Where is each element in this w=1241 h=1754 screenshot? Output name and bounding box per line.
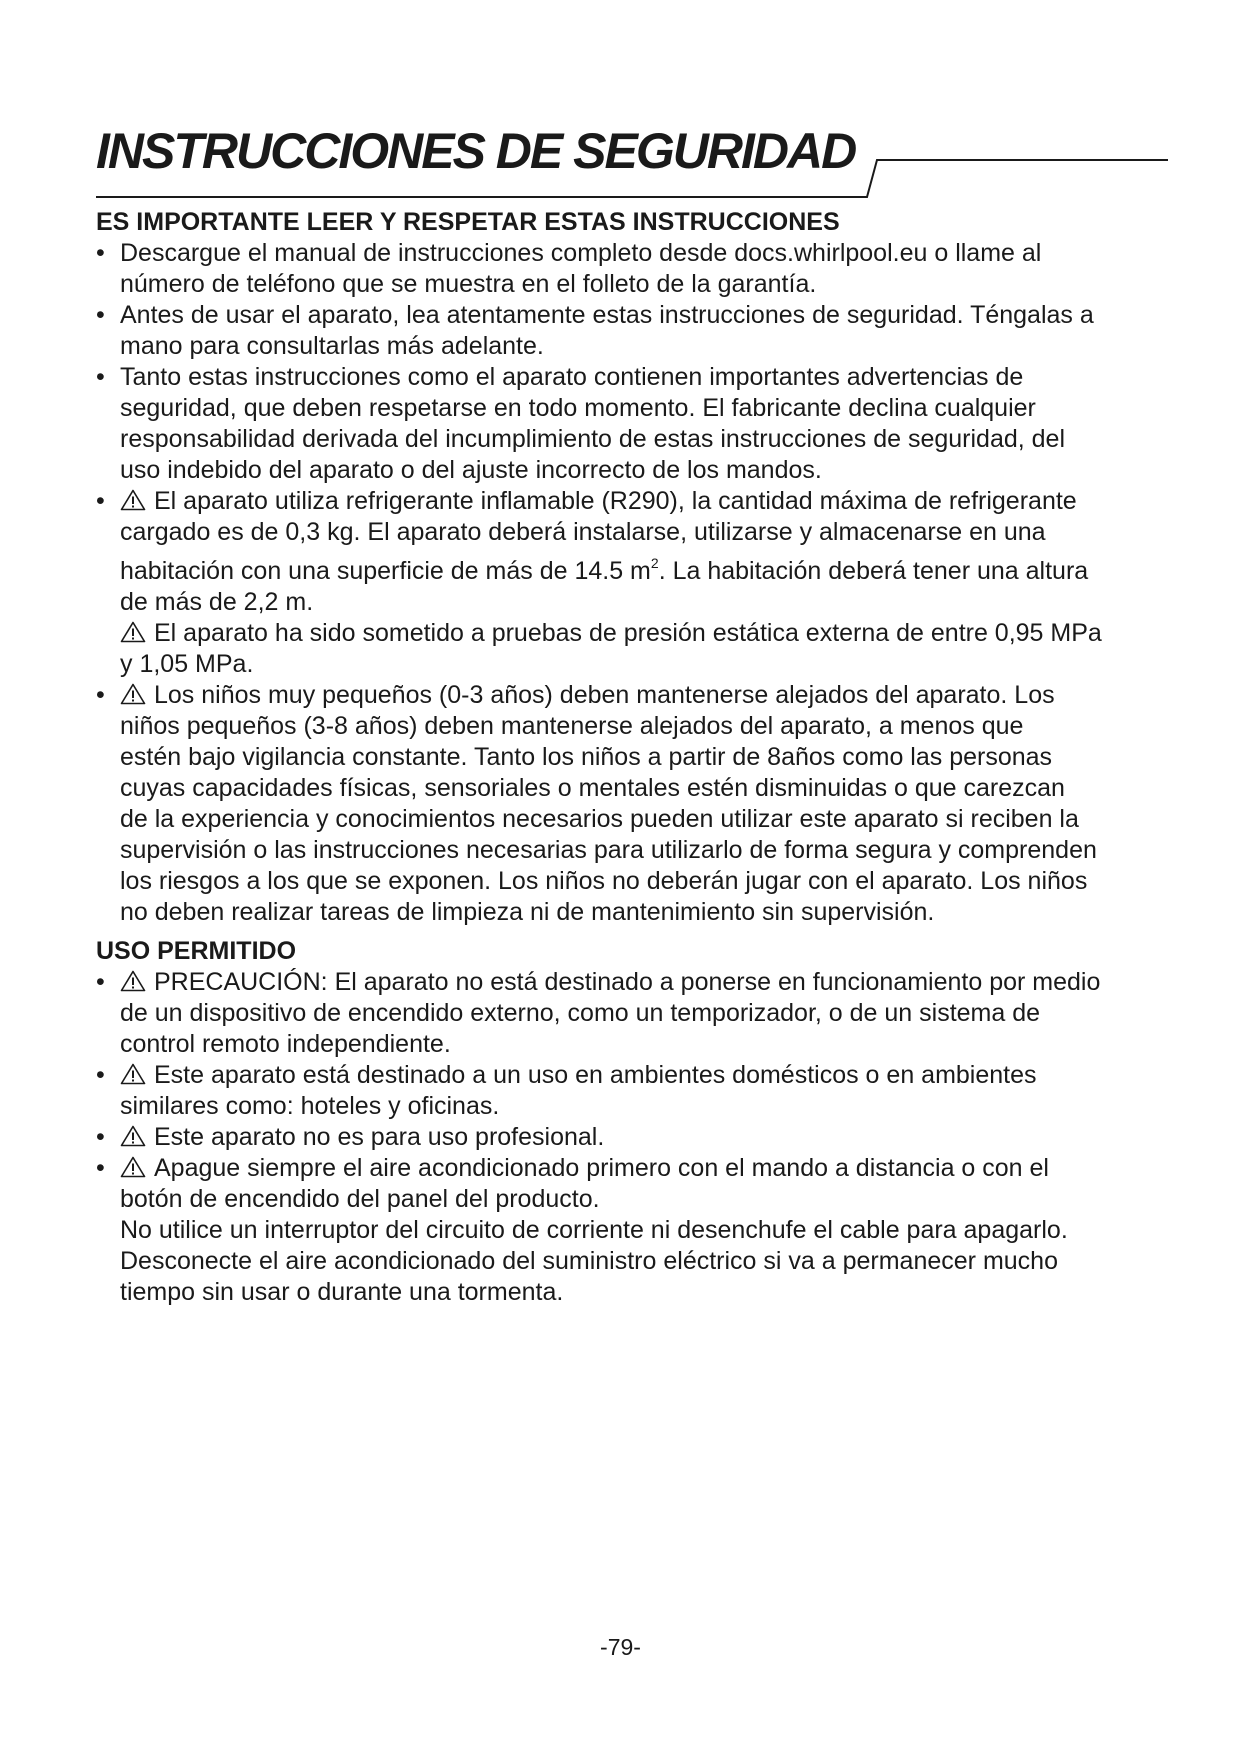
list-item (96, 238, 1176, 300)
text-line: seguridad, que deben respetarse en todo momento. El fabricante declina cualquier (120, 394, 1036, 422)
text-line: niños pequeños (3-8 años) deben mantenerse alejados del aparato, a menos que (120, 712, 1024, 740)
text-fragment: Este aparato está destinado a un uso en ambientes domésticos o en ambientes (154, 1061, 1037, 1089)
text-line (120, 548, 1176, 587)
text-fragment: habitación con una superficie de más de 14.5 m (120, 557, 651, 585)
text-fragment: El aparato ha sido sometido a pruebas de presión estática externa de entre 0,95 MPa (154, 619, 1102, 647)
warning-triangle-icon (120, 1125, 146, 1147)
warning-triangle-icon (120, 1063, 146, 1085)
text-line: y 1,05 MPa. (120, 650, 254, 678)
text-line: cargado es de 0,3 kg. El aparato deberá instalarse, utilizarse y almacenarse en una (120, 518, 1046, 546)
title-underline-rule (0, 150, 1241, 210)
text-fragment: El aparato utiliza refrigerante inflamable (R290), la cantidad máxima de refrigerante (154, 487, 1077, 515)
text-line: control remoto independiente. (120, 1030, 451, 1058)
bullet: • (96, 301, 105, 329)
safety-list (96, 238, 1176, 928)
bullet: • (96, 968, 105, 996)
text-line (120, 618, 1176, 649)
list-item (96, 362, 1176, 486)
superscript: 2 (650, 555, 659, 571)
section-heading-uso-permitido: USO PERMITIDO (96, 937, 297, 965)
text-line: Desconecte el aire acondicionado del suministro eléctrico si va a permanecer mucho (120, 1247, 1058, 1275)
text-line: similares como: hoteles y oficinas. (120, 1092, 500, 1120)
list-item (96, 1153, 1176, 1308)
list-item (96, 1060, 1176, 1122)
bullet: • (96, 681, 105, 709)
text-fragment: Los niños muy pequeños (0-3 años) deben mantenerse alejados del aparato. Los (154, 681, 1055, 709)
bullet: • (96, 1061, 105, 1089)
text-line: no deben realizar tareas de limpieza ni de mantenimiento sin supervisión. (120, 898, 935, 926)
bullet: • (96, 363, 105, 391)
text-line: número de teléfono que se muestra en el folleto de la garantía. (120, 270, 817, 298)
text-line: cuyas capacidades físicas, sensoriales o mentales estén disminuidas o que carezcan (120, 774, 1065, 802)
text-line: uso indebido del aparato o del ajuste incorrecto de los mandos. (120, 456, 822, 484)
section-heading-important: ES IMPORTANTE LEER Y RESPETAR ESTAS INSTRUCCIONES (96, 208, 840, 236)
text-line: de un dispositivo de encendido externo, como un temporizador, o de un sistema de (120, 999, 1041, 1027)
text-line: Antes de usar el aparato, lea atentamente estas instrucciones de seguridad. Téngalas a (120, 301, 1094, 329)
list-item (96, 680, 1176, 928)
page-number: -79- (600, 1634, 641, 1660)
text-fragment: . La habitación deberá tener una altura (658, 557, 1089, 585)
uso-permitido-list (96, 967, 1176, 1308)
list-item (96, 1122, 1176, 1153)
text-line: Descargue el manual de instrucciones completo desde docs.whirlpool.eu o llame al (120, 239, 1042, 267)
list-item (96, 967, 1176, 1060)
text-line: los riesgos a los que se exponen. Los niños no deberán jugar con el aparato. Los niños (120, 867, 1088, 895)
text-line: responsabilidad derivada del incumplimiento de estas instrucciones de seguridad, del (120, 425, 1066, 453)
text-line: supervisión o las instrucciones necesarias para utilizarlo de forma segura y comprenden (120, 836, 1097, 864)
text-line (120, 1060, 1176, 1091)
warning-triangle-icon (120, 489, 146, 511)
warning-triangle-icon (120, 621, 146, 643)
text-line (120, 1153, 1176, 1184)
text-line: No utilice un interruptor del circuito de corriente ni desenchufe el cable para apagarlo. (120, 1216, 1068, 1244)
bullet: • (96, 239, 105, 267)
text-line: botón de encendido del panel del producto. (120, 1185, 600, 1213)
text-line: de más de 2,2 m. (120, 588, 314, 616)
bullet: • (96, 1123, 105, 1151)
text-line: estén bajo vigilancia constante. Tanto los niños a partir de 8años como las personas (120, 743, 1053, 771)
content (96, 207, 1176, 1308)
list-item (96, 300, 1176, 362)
page-title: INSTRUCCIONES DE SEGURIDAD (96, 123, 856, 179)
text-line (120, 1122, 1176, 1153)
text-line (120, 680, 1176, 711)
text-line: Tanto estas instrucciones como el aparato contienen importantes advertencias de (120, 363, 1024, 391)
bullet: • (96, 487, 105, 515)
text-line: tiempo sin usar o durante una tormenta. (120, 1278, 564, 1306)
text-fragment: Apague siempre el aire acondicionado primero con el mando a distancia o con el (154, 1154, 1049, 1182)
text-line (120, 486, 1176, 517)
list-item (96, 486, 1176, 680)
warning-triangle-icon (120, 683, 146, 705)
bullet: • (96, 1154, 105, 1182)
text-fragment: Este aparato no es para uso profesional. (154, 1123, 605, 1151)
warning-triangle-icon (120, 970, 146, 992)
text-fragment: PRECAUCIÓN: El aparato no está destinado a ponerse en funcionamiento por medio (154, 968, 1101, 996)
text-line: de la experiencia y conocimientos necesarios pueden utilizar este aparato si reciben la (120, 805, 1079, 833)
text-line (120, 967, 1176, 998)
text-line: mano para consultarlas más adelante. (120, 332, 544, 360)
warning-triangle-icon (120, 1156, 146, 1178)
